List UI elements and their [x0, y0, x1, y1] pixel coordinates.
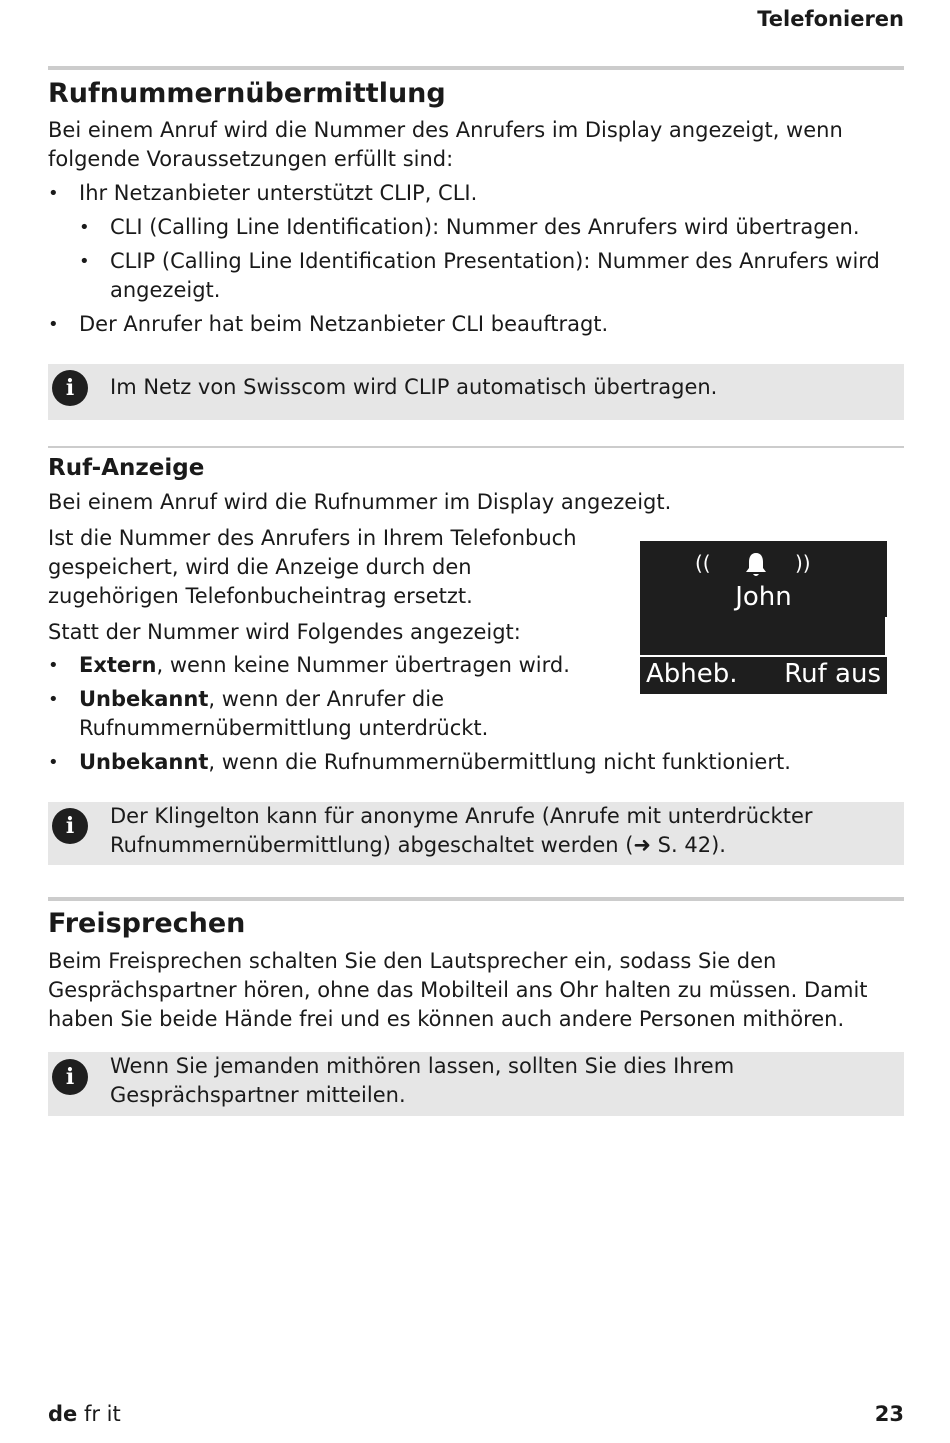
term: Unbekannt [79, 750, 209, 774]
paragraph: Ist die Nummer des Anrufers in Ihrem Telefonbuch gespeichert, wird die Anzeige durch den zugehörigen Telefonbucheintrag ersetzt. [48, 526, 577, 608]
info-note [48, 364, 904, 420]
softkey-answer: Abheb. [646, 659, 738, 689]
term: Extern [79, 653, 157, 677]
info-icon: i [52, 808, 88, 844]
list-item: • Ihr Netzanbieter unterstützt CLIP, CLI. [48, 179, 904, 208]
ring-signal-left: (( [695, 551, 711, 575]
paragraph: Bei einem Anruf wird die Rufnummer im Display angezeigt. [48, 490, 672, 514]
handset-display [640, 541, 887, 694]
section-rufnummernuebermittlung [48, 66, 904, 339]
info-note [48, 802, 904, 865]
paragraph: Statt der Nummer wird Folgendes angezeigt: [48, 620, 521, 644]
info-icon: i [52, 370, 88, 406]
list-item [48, 748, 904, 777]
list-item: • CLI (Calling Line Identification): Nummer des Anrufers wird übertragen. [48, 213, 904, 242]
list-item: • Der Anrufer hat beim Netzanbieter CLI beauftragt. [48, 310, 904, 339]
term: Unbekannt [79, 687, 209, 711]
section-freisprechen [48, 897, 904, 1034]
caller-name: John [735, 582, 792, 612]
term-description: , wenn der Anrufer die Rufnummernübermittlung unterdrückt. [79, 687, 489, 740]
ring-signal-right: )) [795, 551, 811, 575]
list-item [48, 685, 623, 743]
note-text: Der Klingelton kann für anonyme Anrufe (Anrufe mit unterdrückter Rufnummernübermittlung) abgeschaltet werden (➜ S. 42). [110, 804, 813, 857]
softkey-ring-off: Ruf aus [784, 659, 881, 689]
section-title: Ruf-Anzeige [48, 455, 205, 481]
display-edge [885, 617, 887, 655]
bullet-list [48, 179, 904, 208]
section-title: Freisprechen [48, 908, 246, 939]
term-description: , wenn die Rufnummernübermittlung nicht funktioniert. [208, 750, 791, 774]
list-item: • CLIP (Calling Line Identification Presentation): Nummer des Anrufers wird angezeigt. [48, 247, 904, 305]
language-others: fr it [77, 1402, 121, 1426]
note-text: Im Netz von Swisscom wird CLIP automatisch übertragen. [110, 375, 718, 399]
info-icon: i [52, 1059, 88, 1095]
language-active: de [48, 1402, 78, 1426]
intro-paragraph: Bei einem Anruf wird die Nummer des Anrufers im Display angezeigt, wenn folgende Voraussetzungen erfüllt sind: [48, 118, 843, 171]
chapter-header: Telefonieren [757, 7, 904, 31]
language-selector [48, 1400, 121, 1429]
sub-bullet-list [48, 213, 904, 305]
page-number: 23 [874, 1402, 904, 1426]
bullet-list [48, 310, 904, 339]
info-note [48, 1052, 904, 1116]
paragraph: Beim Freisprechen schalten Sie den Lautsprecher ein, sodass Sie den Gesprächspartner hören, ohne das Mobilteil ans Ohr halten zu müssen. Damit haben Sie beide Hände frei und es können auch andere Personen mithören. [48, 949, 868, 1031]
term-description: , wenn keine Nummer übertragen wird. [156, 653, 570, 677]
bell-icon [744, 552, 768, 578]
note-text: Wenn Sie jemanden mithören lassen, sollten Sie dies Ihrem Gesprächspartner mitteilen. [110, 1054, 735, 1107]
section-title: Rufnummernübermittlung [48, 78, 446, 109]
